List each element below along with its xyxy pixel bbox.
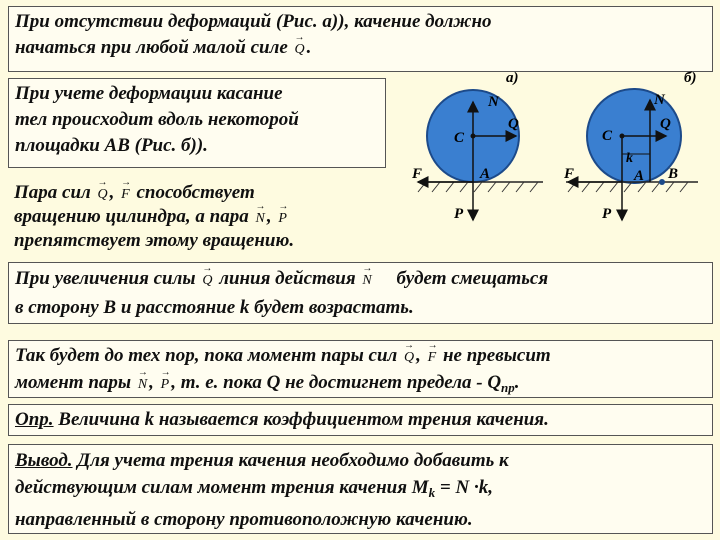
svg-text:N: N	[488, 94, 499, 110]
deformation-line3: площадки АВ (Рис. б)).	[15, 135, 208, 156]
n-vector: → N	[255, 206, 264, 232]
caption-a: а)	[506, 70, 519, 86]
conclusion-label: Вывод.	[15, 450, 73, 471]
deformation-line2: тел происходит вдоль некоторой	[15, 109, 299, 130]
svg-text:P: P	[602, 206, 612, 222]
f-vector: → F	[121, 182, 130, 208]
svg-text:N: N	[654, 92, 665, 108]
definition-label: Опр.	[15, 409, 54, 430]
svg-text:C: C	[602, 128, 613, 144]
svg-text:k: k	[626, 151, 633, 166]
q-vector: → Q	[404, 345, 414, 370]
limit-box: Так будет до тех пор, пока момент пары сил → Q , → F не превысит момент пары → N , → P , т. е. пока Q не достигнет предела - $Q_{пр}$.	[8, 340, 713, 398]
svg-text:Q: Q	[508, 116, 519, 132]
definition-text: Величина k называется коэффициентом трения качения.	[58, 409, 549, 430]
increase-box: При увеличения силы → Q линия действия → N будет смещаться в сторону В и расстояние k будет возрастать.	[8, 262, 713, 324]
conclusion-box: Вывод. Для учета трения качения необходимо добавить к действующим силам момент трения качения $M_k = N \cdot k$, направленный в сторону противоположную качению.	[8, 444, 713, 534]
force-pair-text: Пара сил → Q , → F способствует вращению цилиндра, а пара → N , → P препятствует этому вращению.	[14, 180, 294, 254]
intro-box: При отсутствии деформаций (Рис. а)), качение должно начаться при любой малой силе → Q .	[8, 6, 713, 72]
p-vector: → P	[278, 206, 287, 232]
svg-text:B: B	[668, 166, 679, 182]
q-vector: → Q	[202, 267, 212, 294]
deformation-box	[8, 78, 386, 168]
n-vector: → N	[362, 267, 371, 294]
svg-text:C: C	[454, 130, 465, 146]
deformation-line1: При учете деформации касание	[15, 83, 283, 104]
svg-text:P: P	[454, 206, 464, 222]
rolling-diagram	[398, 70, 718, 250]
f-vector: → F	[428, 345, 437, 370]
svg-text:Q: Q	[660, 116, 671, 132]
caption-b: б)	[684, 70, 697, 86]
intro-line1: При отсутствии деформаций (Рис. а)), качение должно	[15, 11, 492, 32]
q-vector: → Q	[98, 182, 108, 208]
n-vector: → N	[138, 372, 147, 397]
svg-text:F: F	[412, 166, 423, 182]
svg-text:F: F	[564, 166, 575, 182]
intro-line2: начаться при любой малой силе	[15, 37, 288, 58]
svg-text:A: A	[634, 168, 645, 184]
svg-text:A: A	[480, 166, 491, 182]
definition-box	[8, 404, 713, 436]
q-vector: → Q	[295, 37, 305, 63]
p-vector: → P	[161, 372, 170, 397]
